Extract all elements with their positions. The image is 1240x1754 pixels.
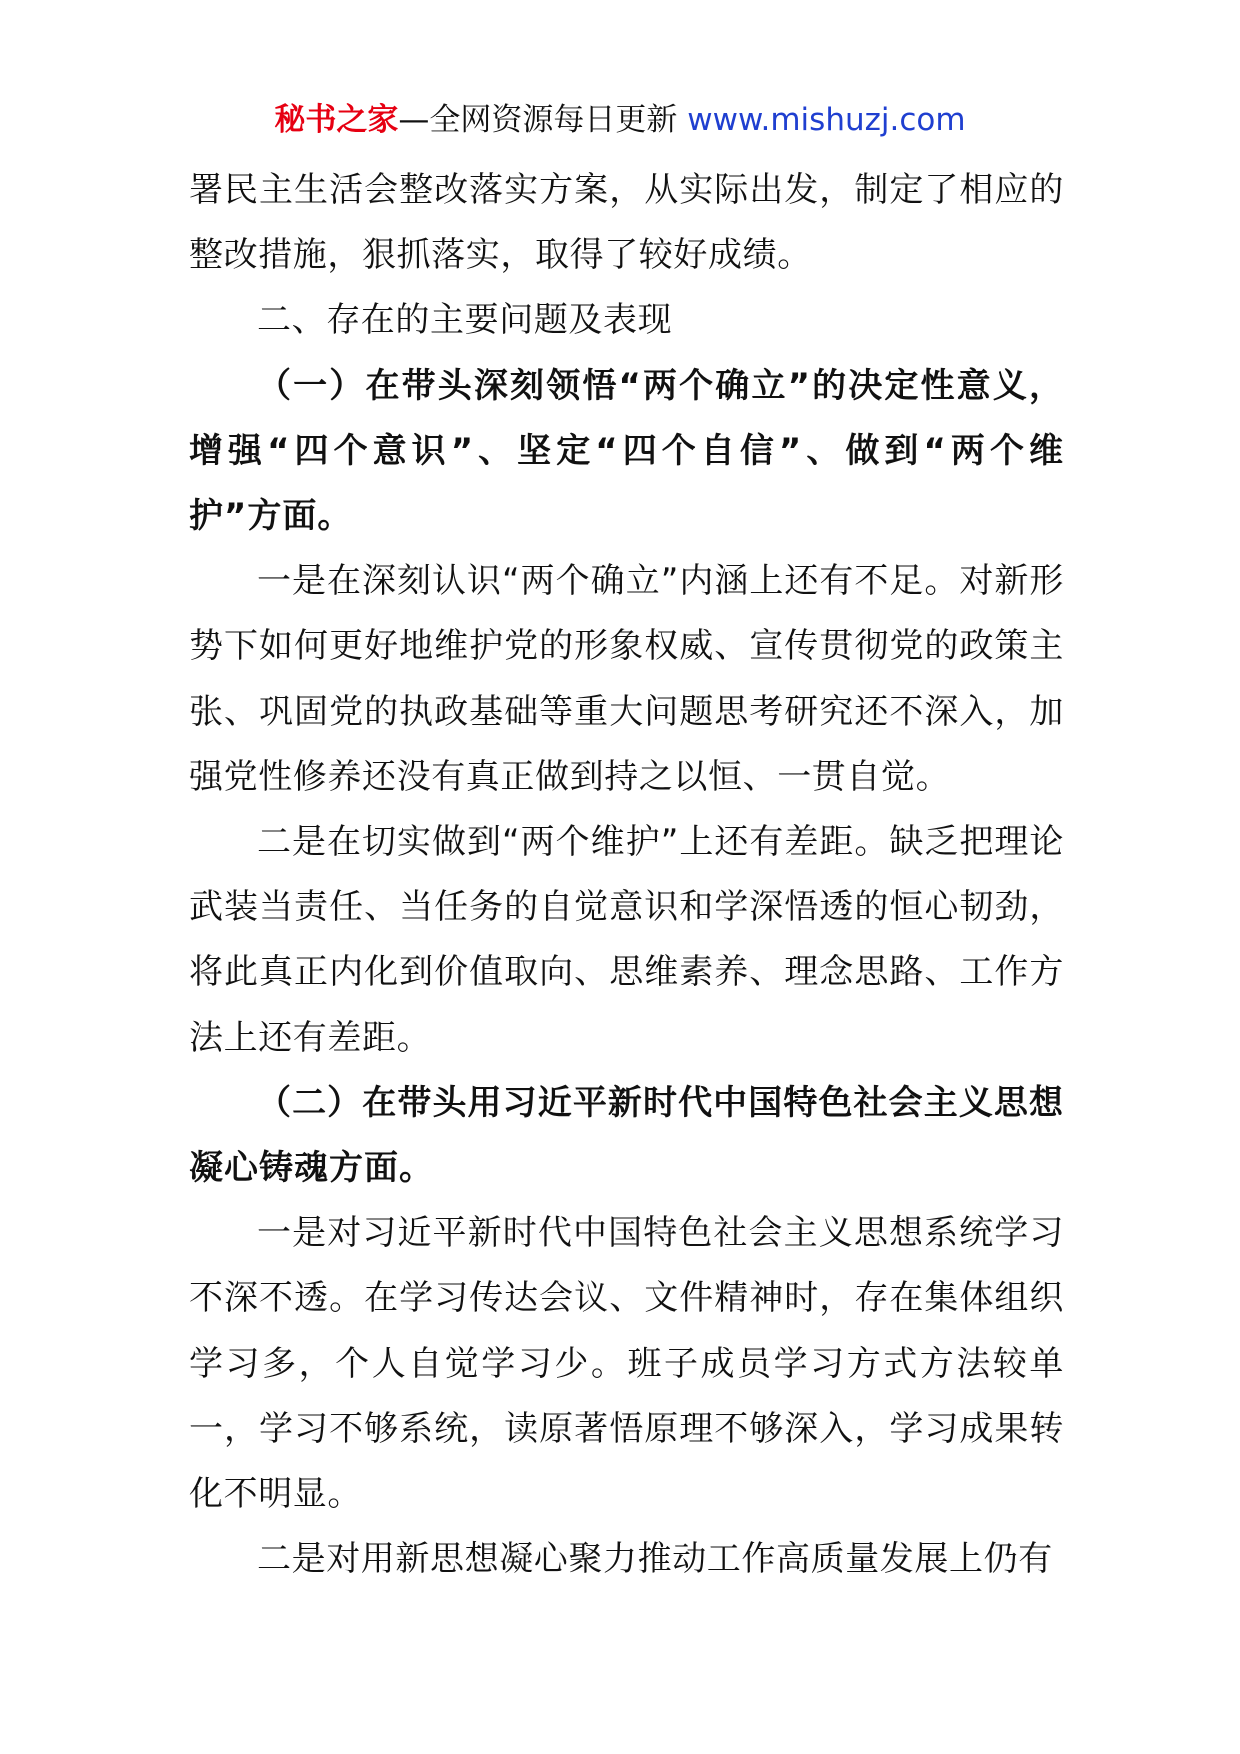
- subsection-heading-2: （二）在带头用习近平新时代中国特色社会主义思想凝心铸魂方面。: [189, 1082, 1064, 1189]
- paragraph-item-1: 一是在深刻认识“两个确立”内涵上还有不足。对新形势下如何更好地维护党的形象权威、宣传贯彻党的政策主张、巩固党的执政基础等重大问题思考研究还不深入，加强党性修养还没有真正做到持之以恒、一贯自觉。: [189, 561, 1064, 797]
- site-url[interactable]: www.mishuzj.com: [687, 102, 966, 138]
- paragraph-item-2: 二是在切实做到“两个维护”上还有差距。缺乏把理论武装当责任、当任务的自觉意识和学深悟透的恒心韧劲，将此真正内化到价值取向、思维素养、理念思路、工作方法上还有差距。: [189, 822, 1064, 1058]
- header-slogan: —全网资源每日更新: [398, 102, 678, 138]
- paragraph-item-4: 二是对用新思想凝心聚力推动工作高质量发展上仍有: [257, 1539, 1053, 1580]
- section-heading: 二、存在的主要问题及表现: [257, 300, 673, 341]
- brand-name: 秘书之家: [274, 102, 399, 138]
- page-header: [0, 100, 1240, 140]
- paragraph-item-3: 一是对习近平新时代中国特色社会主义思想系统学习不深不透。在学习传达会议、文件精神时，存在集体组织学习多，个人自觉学习少。班子成员学习方式方法较单一，学习不够系统，读原著悟原理不够深入，学习成果转化不明显。: [189, 1213, 1064, 1515]
- subsection-heading-1: （一）在带头深刻领悟“两个确立”的决定性意义，增强“四个意识”、坚定“四个自信”、做到“两个维护”方面。: [189, 365, 1064, 537]
- paragraph-continuation: 署民主生活会整改落实方案，从实际出发，制定了相应的整改措施，狠抓落实，取得了较好成绩。: [189, 170, 1064, 276]
- document-body: [189, 158, 1064, 1592]
